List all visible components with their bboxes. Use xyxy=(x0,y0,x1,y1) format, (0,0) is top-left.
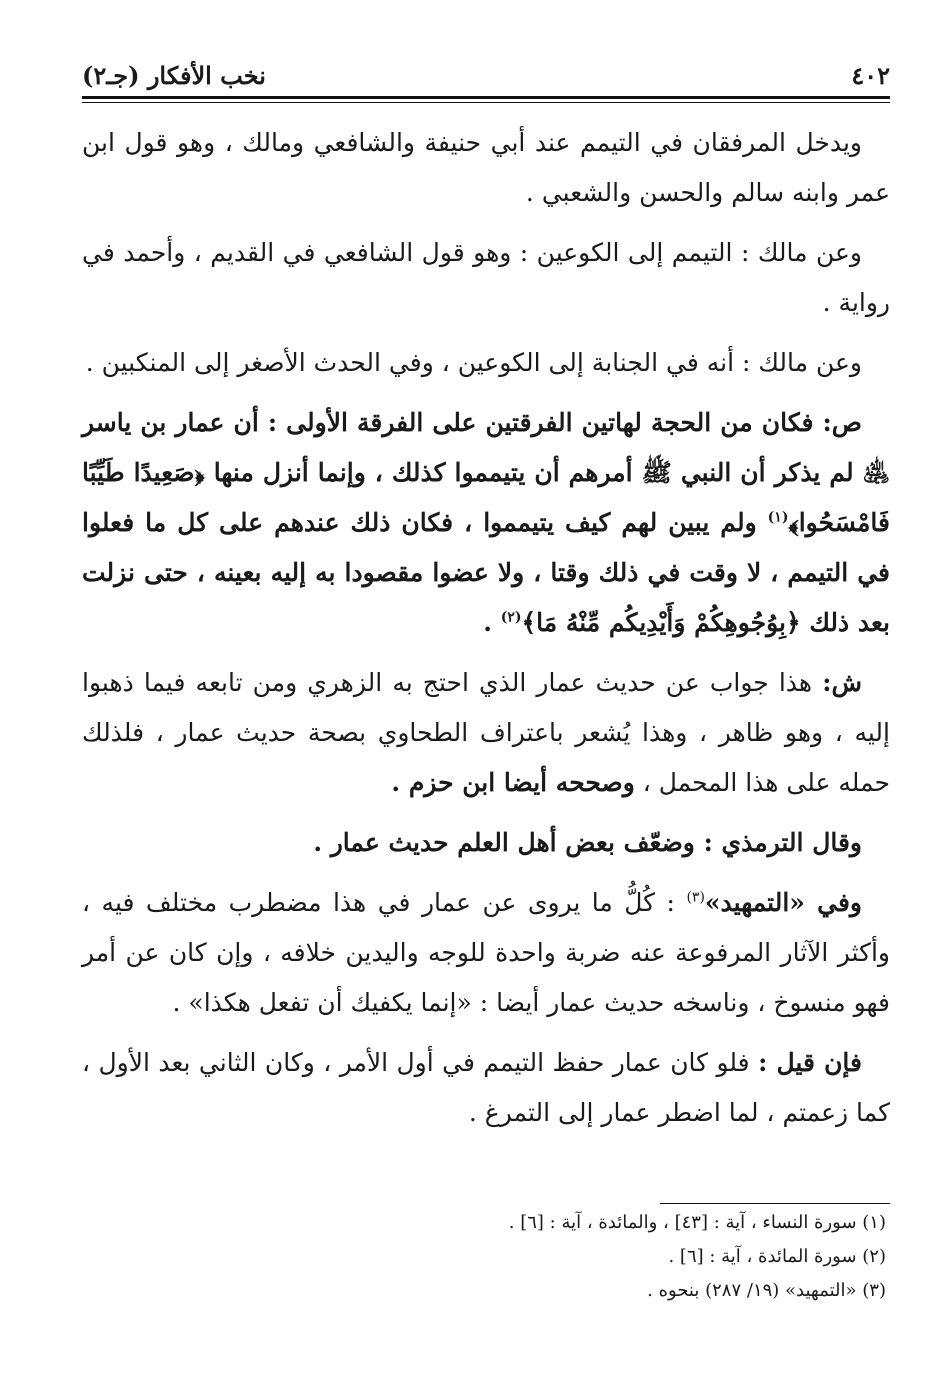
footnote-ref-1: (١) xyxy=(767,509,789,526)
paragraph-5 xyxy=(82,658,890,808)
footnote-2: (٢) سورة المائدة ، آية : [٦] . xyxy=(668,1246,886,1267)
shin-label: ش: xyxy=(822,668,862,697)
paragraph-4-text-a: فكان من الحجة لهاتين الفرقتين على الفرقة الأولى : أن عمار بن ياسر ﵁ لم يذكر أن النبي ﷺ أمرهم أن يتيمموا كذلك ، وإنما أنزل منها ﴿صَعِيدًا طَيِّبًا فَامْسَحُوا﴾ xyxy=(82,408,890,537)
page-header xyxy=(82,55,890,95)
header-rule-thin xyxy=(82,102,890,103)
footnote-ref-3: (٣) xyxy=(686,889,705,906)
paragraph-4 xyxy=(82,398,890,648)
paragraph-5-bold: وصححه أيضا ابن حزم . xyxy=(391,768,635,797)
page-number: ٤٠٢ xyxy=(851,60,890,90)
book-title: نخب الأفكار (جـ٢) xyxy=(82,60,266,90)
paragraph-5-text: هذا جواب عن حديث عمار الذي احتج به الزهري ومن تابعه فيما ذهبوا إليه ، وهو ظاهر ، وهذا يُشعر باعتراف الطحاوي بصحة حديث عمار ، فلذلك حمله على هذا المحمل ، xyxy=(82,668,890,797)
footnote-3: (٣) «التمهيد» (١٩/ ٢٨٧) بنحوه . xyxy=(647,1280,886,1301)
paragraph-4-text-c: . xyxy=(483,608,501,637)
footnote-rule xyxy=(660,1203,890,1204)
footnote-ref-2: (٢) xyxy=(500,609,522,626)
paragraph-6: وقال الترمذي : وضعّف بعض أهل العلم حديث عمار . xyxy=(313,828,862,857)
in-qila-label: فإن قيل : xyxy=(758,1048,862,1077)
paragraph-2: وعن مالك : التيمم إلى الكوعين : وهو قول الشافعي في القديم ، وأحمد في رواية . xyxy=(82,238,890,317)
footnote-1: (١) سورة النساء ، آية : [٤٣] ، والمائدة ، آية : [٦] . xyxy=(508,1212,886,1233)
header-rule-thick xyxy=(82,96,890,99)
paragraph-3: وعن مالك : أنه في الجنابة إلى الكوعين ، وفي الحدث الأصغر إلى المنكبين . xyxy=(85,348,862,377)
paragraph-4-text-b: ولم يبين لهم كيف يتيمموا ، فكان ذلك عندهم على كل ما فعلوا في التيمم ، لا وقت في ذلك وقتا ، ولا عضوا مقصودا به إليه بعينه ، حتى نزلت بعد ذلك ﴿بِوُجُوهِكُمْ وَأَيْدِيكُم مِّنْهُ مَا﴾ xyxy=(82,508,891,637)
paragraph-7 xyxy=(82,878,890,1028)
paragraph-1: ويدخل المرفقان في التيمم عند أبي حنيفة والشافعي ومالك ، وهو قول ابن عمر وابنه سالم والحسن والشعبي . xyxy=(82,128,890,207)
paragraph-8 xyxy=(82,1038,890,1138)
tamhid-label: وفي «التمهيد» xyxy=(704,888,862,917)
paragraph-8-text: فلو كان عمار حفظ التيمم في أول الأمر ، وكان الثاني بعد الأول ، كما زعمتم ، لما اضطر عمار إلى التمرغ . xyxy=(82,1048,890,1127)
main-text xyxy=(82,118,890,1148)
footnotes xyxy=(82,1206,890,1308)
paragraph-7-text: : كُلُّ ما يروى عن عمار في هذا مضطرب مختلف فيه ، وأكثر الآثار المرفوعة عنه ضربة واحدة للوجه واليدين خلافه ، وإن كان عن أمر فهو منسوخ ، وناسخه حديث عمار أيضا : «إنما يكفيك أن تفعل هكذا» . xyxy=(82,888,890,1017)
sad-label: ص: xyxy=(822,408,862,437)
